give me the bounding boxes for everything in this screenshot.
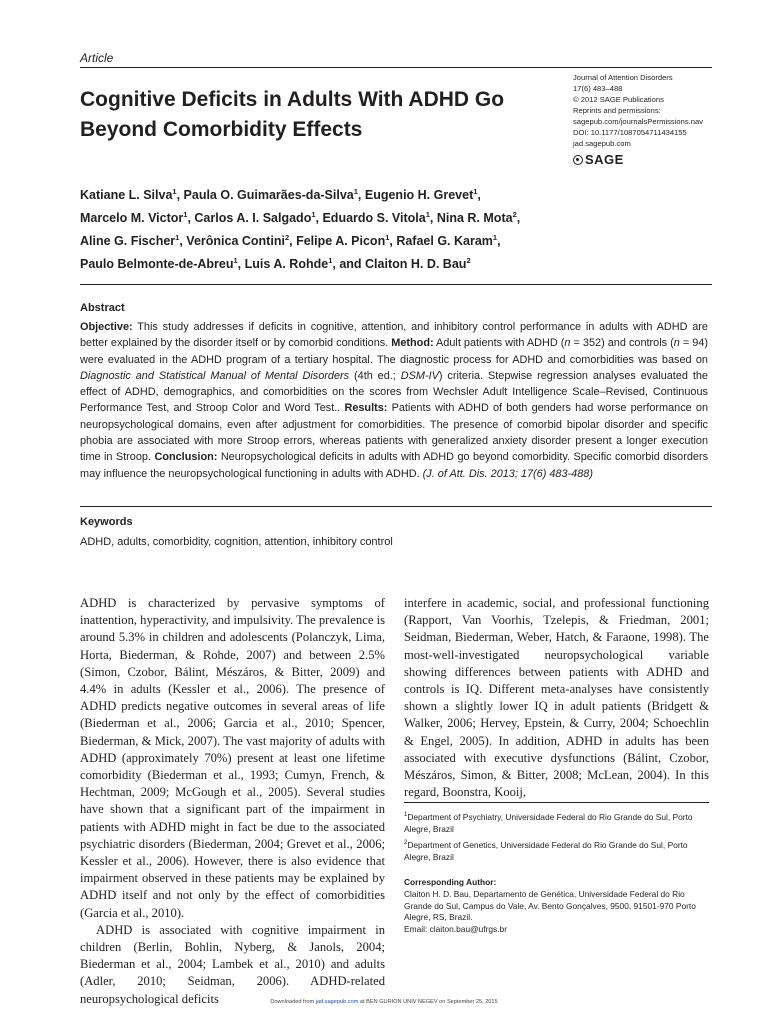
journal-site-link[interactable]: jad.sagepub.com	[573, 139, 631, 148]
n-symbol: n	[673, 337, 680, 350]
footnote-rule	[404, 802, 709, 803]
author-name: Paulo Belmonte-de-Abreu	[80, 257, 234, 272]
dsm-title: Diagnostic and Statistical Manual of Mental Disorders	[80, 369, 350, 382]
author-affiliation: 1	[183, 210, 188, 220]
footer-link[interactable]: jad.sagepub.com	[315, 999, 359, 1005]
method-text-b: = 352) and controls (	[570, 337, 674, 350]
body-paragraph: interfere in academic, social, and professional functioning (Rapport, Van Voorhis, Tzelepis, & Friedman, 2001; Seidman, Biederman, Weber, Hatch, & Faraone, 1998). The most-well-investigated neuropsychological variable showing differences between patients with ADHD and controls is IQ. Different meta-analyses have consistently shown a slightly lower IQ in adult patients (Bridgett & Walker, 2006; Hervey, Epstein, & Curry, 2004; Schoechlin & Engel, 2005). In addition, ADHD in adults has been associated with executive dysfunctions (Bálint, Czobor, Mészáros, Simon, & Bitter, 2008; McLean, 2004). In this regard, Boonstra, Kooij,	[404, 596, 709, 800]
conclusion-label: Conclusion:	[154, 451, 218, 464]
journal-copyright: © 2012 SAGE Publications	[573, 95, 664, 104]
author-affiliation: 1	[492, 233, 498, 243]
author-name: Rafael G. Karam	[396, 234, 493, 249]
abstract-heading: Abstract	[80, 302, 125, 314]
download-footer: Downloaded from jad.sagepub.com at BEN GURION UNIV NEGEV on September 25, 2015	[270, 999, 498, 1005]
keywords-heading: Keywords	[80, 516, 133, 528]
method-label: Method:	[391, 337, 434, 350]
author-affiliation: 1	[175, 233, 180, 243]
author-separator: ,	[289, 234, 297, 249]
keywords-rule	[80, 506, 712, 507]
author-affiliation: 1	[233, 256, 238, 266]
journal-doi: DOI: 10.1177/1087054711434155	[573, 128, 687, 137]
page-title: Cognitive Deficits in Adults With ADHD Go Beyond Comorbidity Effects	[80, 88, 505, 141]
author-affiliation: 1	[328, 256, 333, 266]
abstract-rule	[80, 284, 712, 285]
author-name: Aline G. Fischer	[80, 234, 176, 249]
author-separator: ,	[516, 211, 521, 226]
abstract-citation: (J. of Att. Dis. 2013; 17(6) 483-488)	[422, 467, 593, 480]
results-text: Patients with ADHD of both genders had worse performance on neuropsychological domains, even after adjustment for comorbidities. The presence of comorbid bipolar disorder and specific phobia are associated with more Stroop errors, whereas patients with generalized anxiety disorder present a longer execution time in Stroop.	[80, 402, 708, 464]
journal-volume: 17(6) 483–488	[573, 84, 623, 93]
author-affiliation: 1	[473, 187, 478, 196]
author-affiliation: 1	[353, 187, 358, 196]
sage-logo	[573, 152, 624, 167]
objective-label: Objective:	[80, 321, 133, 333]
author-separator: ,	[477, 188, 481, 203]
body-paragraph: ADHD is associated with cognitive impairment in children (Berlin, Bohlin, Nyberg, & Janols, 2004; Biederman et al., 2004; Lambek et al., 2010) and adults (Adler, 2010; Seidman, 2006). ADHD-related neuropsychological deficits	[80, 922, 385, 1006]
author-separator: ,	[187, 211, 195, 226]
author-name: Marcelo M. Victor	[80, 211, 184, 226]
conclusion-text: Neuropsychological deficits in adults with ADHD go beyond comorbidity. Specific comorbid disorders may influence the neuropsychological functioning in adults with ADHD.	[80, 451, 709, 480]
author-list	[80, 182, 640, 275]
author-affiliation: 1	[425, 210, 430, 220]
author-affiliation: 1	[172, 187, 177, 196]
author-name: Carlos A. I. Salgado	[194, 211, 312, 226]
author-name: Katiane L. Silva	[80, 188, 173, 203]
corresponding-author	[404, 877, 714, 936]
abstract-body	[80, 319, 708, 482]
article-label: Article	[80, 51, 114, 65]
journal-reprints: Reprints and permissions:	[573, 106, 661, 115]
corresponding-email[interactable]: Email: claiton.bau@ufrgs.br	[404, 924, 507, 935]
author-name: Claiton H. D. Bau	[365, 257, 467, 272]
author-affiliation: 1	[385, 233, 390, 243]
author-separator: ,	[497, 234, 501, 249]
author-name: Eugenio H. Grevet	[364, 188, 474, 203]
author-name: Nina R. Mota	[436, 211, 513, 226]
author-name: Verônica Contini	[186, 234, 285, 249]
body-column-left	[80, 595, 385, 1008]
author-separator: ,	[237, 257, 245, 272]
author-separator: ,	[176, 188, 184, 203]
author-affiliation: 2	[284, 233, 290, 243]
keywords-list: ADHD, adults, comorbidity, cognition, attention, inhibitory control	[80, 536, 393, 548]
author-separator: ,	[429, 211, 437, 226]
method-text-d: (4th ed.;	[349, 369, 401, 382]
corresponding-address: Claiton H. D. Bau, Departamento de Genética, Universidade Federal do Rio Grande do Sul, Campus do Vale, Av. Bento Gonçalves, 9500, 91501-970 Porto Alegre, RS, Brazil.	[404, 888, 696, 923]
author-name: Felipe A. Picon	[296, 234, 386, 249]
sage-logo-icon	[573, 155, 583, 165]
author-name: Luis A. Rohde	[244, 257, 329, 272]
body-paragraph: ADHD is characterized by pervasive symptoms of inattention, hyperactivity, and impulsivity. The prevalence is around 5.3% in children and adolescents (Polanczyk, Lima, Horta, Biederman, & Rohde, 2007) and between 2.5% (Simon, Czobor, Bálint, Mészáros, & Bitter, 2009) and 4.4% in adults (Kessler et al., 2006). The presence of ADHD predicts negative outcomes in several areas of life (Biederman et al., 2006; Garcia et al., 2010; Spencer, Biederman, & Mick, 2007). The vast majority of adults with ADHD (approximately 70%) present at least one lifetime comorbidity (Biederman et al., 1993; Cumyn, French, & Hechtman, 2009; McGough et al., 2005). Several studies have shown that a significant part of the impairment in patients with ADHD might in fact be due to the associated psychiatric disorders (Biederman, 2004; Grevet et al., 2006; Kessler et al., 2006). However, there is also evidence that impairment observed in these patients may be explained by ADHD itself and not only by the effect of comorbidities (Garcia et al., 2010).	[80, 596, 385, 920]
author-affiliation: 1	[311, 210, 316, 220]
sage-logo-text: SAGE	[585, 152, 624, 167]
author-separator: ,	[357, 188, 365, 203]
body-column-right	[404, 595, 709, 801]
author-affiliation: 2	[512, 210, 517, 220]
author-separator: ,	[179, 234, 187, 249]
header-rule	[80, 67, 712, 68]
affiliations	[404, 810, 714, 867]
method-text-e: ) criteria. Stepwise regression analyses evaluated the effect of ADHD, demographics, and comorbidities on the scores from Wechsler Adult Intelligence Scale–Revised, Continuous Performance Test, and Stroop Color and Word Test..	[80, 369, 708, 415]
dsm-abbrev: DSM-IV	[400, 369, 439, 382]
journal-info	[573, 72, 733, 149]
method-text-c: = 94) were evaluated in the ADHD program of a tertiary hospital. The diagnostic process for ADHD and comorbidities was based on	[80, 337, 709, 366]
affiliation-2: $^2$Department of Genetics, Universidade Federal do Rio Grande do Sul, Porto Alegre, Brazil	[404, 840, 688, 862]
objective-text: This study addresses if deficits in cognitive, attention, and inhibitory control performance in adults with ADHD are better explained by the disorder itself or by comorbid conditions.	[80, 321, 708, 350]
affiliation-1: $^1$Department of Psychiatry, Universidade Federal do Rio Grande do Sul, Porto Alegre, Brazil	[404, 811, 693, 834]
results-label: Results:	[344, 402, 388, 415]
method-text-a: Adult patients with ADHD (	[436, 337, 565, 350]
journal-name: Journal of Attention Disorders	[573, 73, 673, 82]
author-separator: ,	[315, 211, 323, 226]
author-name: Eduardo S. Vitola	[322, 211, 426, 226]
n-symbol: n	[564, 337, 571, 350]
author-separator: ,	[389, 234, 397, 249]
author-affiliation: 2	[466, 256, 471, 266]
author-name: Paula O. Guimarães-da-Silva	[183, 188, 354, 203]
corresponding-heading: Corresponding Author:	[404, 877, 497, 887]
author-separator: , and	[332, 257, 366, 272]
journal-permissions-link[interactable]: sagepub.com/journalsPermissions.nav	[573, 117, 704, 126]
